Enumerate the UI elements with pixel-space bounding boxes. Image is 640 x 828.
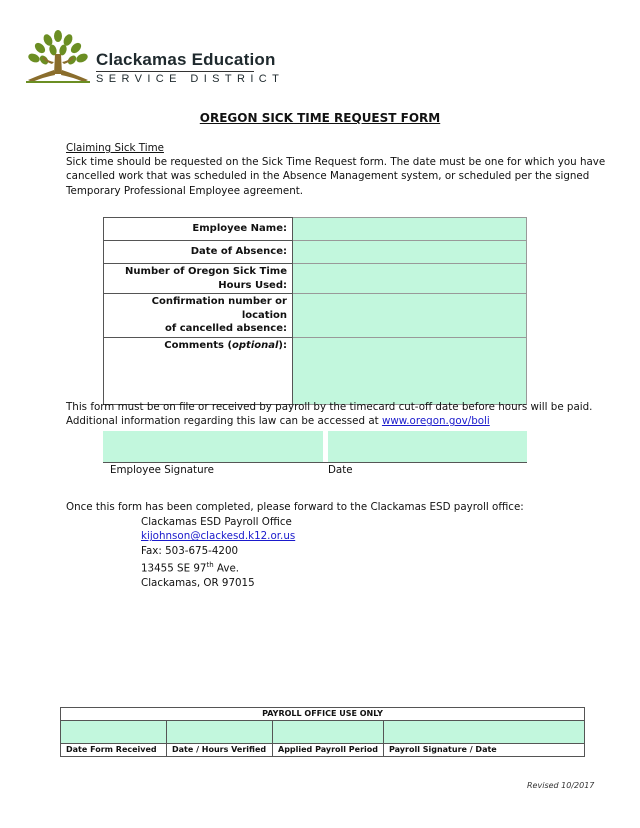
street-address: [141, 558, 295, 576]
street-suffix: Ave.: [213, 562, 240, 575]
payroll-header: PAYROLL OFFICE USE ONLY: [61, 708, 585, 721]
comments-label-suffix: ):: [278, 339, 287, 351]
payroll-email-link[interactable]: kijohnson@clackesd.k12.or.us: [141, 530, 296, 543]
hours-used-label-line1: Number of Oregon Sick Time: [125, 266, 287, 277]
comments-label: [104, 337, 293, 404]
payroll-caption-row: [61, 744, 585, 757]
boli-link[interactable]: www.oregon.gov/boli: [381, 415, 490, 428]
confirmation-label: [104, 294, 293, 338]
city-state-zip: Clackamas, OR 97015: [141, 576, 255, 589]
law-line-1: This form must be on file or received by payroll by the timecard cut-off date before hours will be paid.: [66, 401, 593, 413]
comments-label-prefix: Comments (: [164, 339, 233, 351]
office-name: Clackamas ESD Payroll Office: [141, 516, 292, 528]
law-paragraph: [66, 400, 592, 429]
org-name-line1: Clackamas Education: [96, 50, 276, 69]
employee-name-row: [104, 218, 527, 241]
confirmation-label-line1: Confirmation number or location: [151, 296, 287, 321]
date-of-absence-label: Date of Absence:: [104, 241, 293, 264]
signature-date-label: Date: [328, 464, 353, 476]
form-title: OREGON SICK TIME REQUEST FORM: [199, 111, 441, 125]
payroll-header-row: [61, 708, 585, 721]
payroll-office-address: [141, 515, 295, 590]
sick-time-form-table: [103, 217, 527, 405]
street-ordinal: th: [206, 560, 214, 569]
applied-payroll-period-field[interactable]: [273, 721, 384, 744]
payroll-signature-label: Payroll Signature / Date: [384, 744, 585, 757]
confirmation-label-line2: of cancelled absence:: [165, 323, 287, 335]
confirmation-row: [104, 294, 527, 338]
org-name-divider: [96, 71, 254, 72]
confirmation-field[interactable]: [293, 294, 527, 338]
hours-used-label-line2: Hours Used:: [218, 279, 287, 291]
law-line-2-text: Additional information regarding this law can be accessed at: [66, 415, 382, 428]
street-number: 13455 SE 97: [141, 562, 207, 575]
date-form-received-field[interactable]: [61, 721, 167, 744]
employee-signature-field[interactable]: [103, 431, 323, 462]
claiming-heading: Claiming Sick Time: [66, 142, 164, 154]
employee-name-field[interactable]: [293, 218, 527, 241]
signature-date-field[interactable]: [328, 431, 527, 462]
claiming-line-1: Sick time should be requested on the Sick Time Request form. The date must be one for which you have: [66, 156, 606, 168]
payroll-signature-field[interactable]: [384, 721, 585, 744]
employee-signature-label: Employee Signature: [110, 464, 214, 476]
comments-row: [104, 337, 527, 404]
date-form-received-label: Date Form Received: [61, 744, 167, 757]
law-line-2: [66, 414, 592, 428]
org-name-line2: SERVICE DISTRICT: [96, 73, 285, 85]
applied-payroll-period-label: Applied Payroll Period: [273, 744, 384, 757]
payroll-fill-row: [61, 721, 585, 744]
fax-number: Fax: 503-675-4200: [141, 544, 239, 557]
payroll-office-table: [60, 707, 585, 757]
claiming-line-2: cancelled work that was scheduled in the Absence Management system, or scheduled per the signed: [66, 170, 590, 183]
date-of-absence-row: [104, 241, 527, 264]
date-of-absence-field[interactable]: [293, 241, 527, 264]
hours-used-row: [104, 264, 527, 294]
hours-used-field[interactable]: [293, 264, 527, 294]
revision-note: Revised 10/2017: [527, 781, 595, 790]
comments-field[interactable]: [293, 337, 527, 404]
signature-line: [103, 462, 527, 463]
hours-used-label: [104, 264, 293, 294]
claiming-paragraph: [66, 155, 605, 198]
date-hours-verified-field[interactable]: [167, 721, 273, 744]
forward-instructions: Once this form has been completed, please forward to the Clackamas ESD payroll office:: [66, 501, 524, 513]
claiming-line-3: Temporary Professional Employee agreement.: [66, 184, 304, 197]
tree-logo-icon: [22, 30, 94, 86]
employee-name-label: Employee Name:: [104, 218, 293, 241]
comments-optional-text: optional: [232, 339, 279, 351]
date-hours-verified-label: Date / Hours Verified: [167, 744, 273, 757]
